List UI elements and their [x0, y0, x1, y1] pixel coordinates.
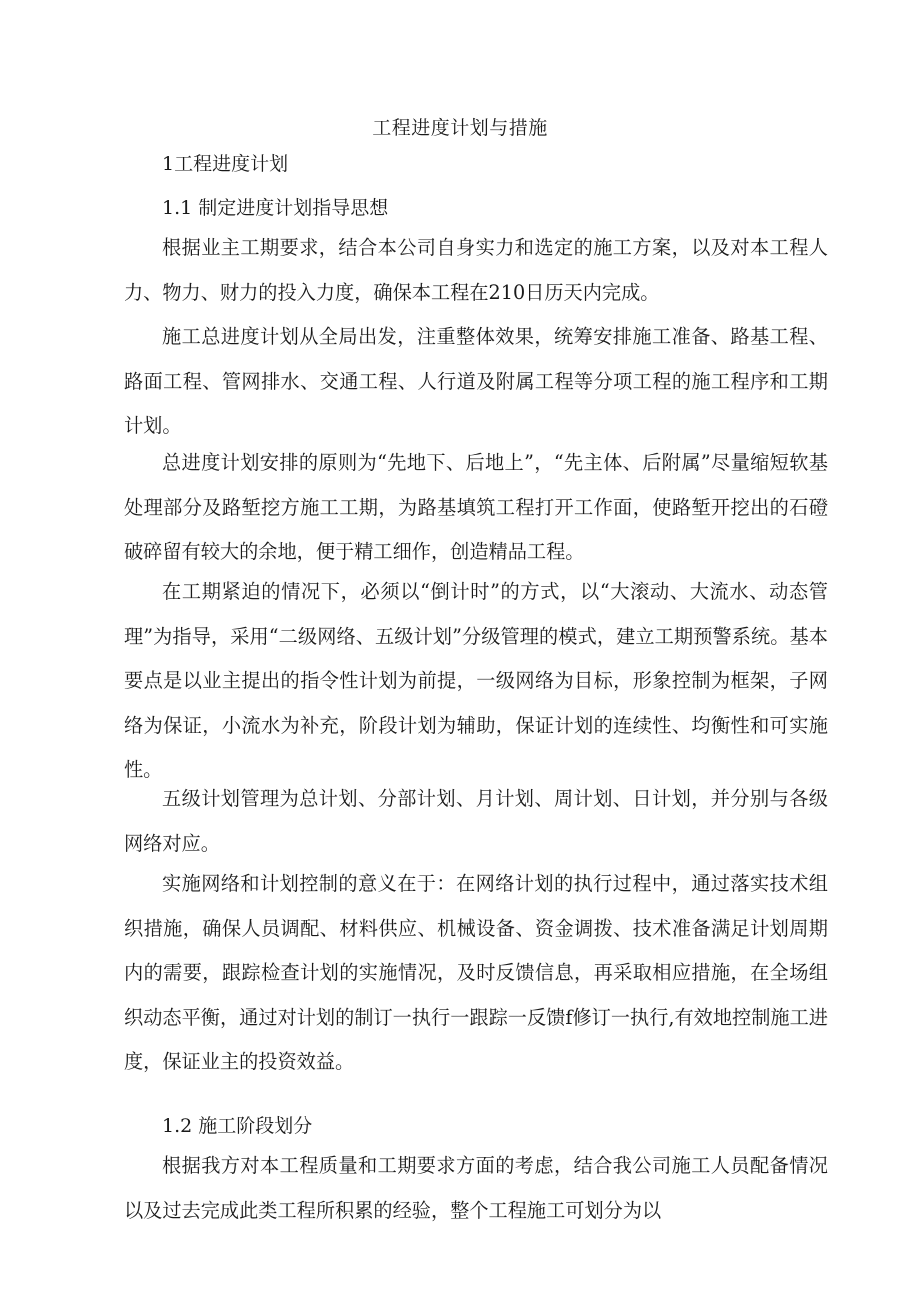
- paragraph-2: 施工总进度计划从全局出发，注重整体效果，统筹安排施工准备、路基工程、路面工程、管网排水、交通工程、人行道及附属工程等分项工程的施工程序和工期计划。: [124, 325, 828, 438]
- paragraph-6: 实施网络和计划控制的意义在于：在网络计划的执行过程中，通过落实技术组织措施，确保人员调配、材料供应、机械设备、资金调拨、技术准备满足计划周期内的需要，跟踪检查计划的实施情况，及时反馈信息，再采取相应措施，在全场组织动态平衡，通过对计划的制订一执行一跟踪一反馈f修订一执行,有效地控制施工进度，保证业主的投资效益。: [124, 872, 828, 1074]
- paragraph-7: 根据我方对本工程质量和工期要求方面的考虑，结合我公司施工人员配备情况以及过去完成此类工程所积累的经验，整个工程施工可划分为以: [124, 1154, 828, 1222]
- document-title: 工程进度计划与措施: [372, 117, 548, 139]
- section-heading-1-2: 1.2 施工阶段划分: [162, 1115, 313, 1137]
- paragraph-5: 五级计划管理为总计划、分部计划、月计划、周计划、日计划，并分别与各级网络对应。: [124, 787, 828, 855]
- paragraph-4: 在工期紧迫的情况下，必须以“倒计时”的方式，以“大滚动、大流水、动态管理”为指导，采用“二级网络、五级计划”分级管理的模式，建立工期预警系统。基本要点是以业主提出的指令性计划为前提，一级网络为目标，形象控制为框架，子网络为保证，小流水为补充，阶段计划为辅助，保证计划的连续性、均衡性和可实施性。: [124, 580, 828, 782]
- paragraph-3: 总进度计划安排的原则为“先地下、后地上”，“先主体、后附属”尽量缩短软基处理部分及路堑挖方施工工期，为路基填筑工程打开工作面，使路堑开挖出的石磴破碎留有较大的余地，便于精工细作，创造精品工程。: [124, 451, 828, 564]
- section-heading-1: 1工程进度计划: [162, 153, 289, 175]
- paragraph-1: 根据业主工期要求，结合本公司自身实力和选定的施工方案，以及对本工程人力、物力、财力的投入力度，确保本工程在210日历天内完成。: [124, 236, 828, 304]
- section-heading-1-1: 1.1 制定进度计划指导思想: [162, 197, 389, 219]
